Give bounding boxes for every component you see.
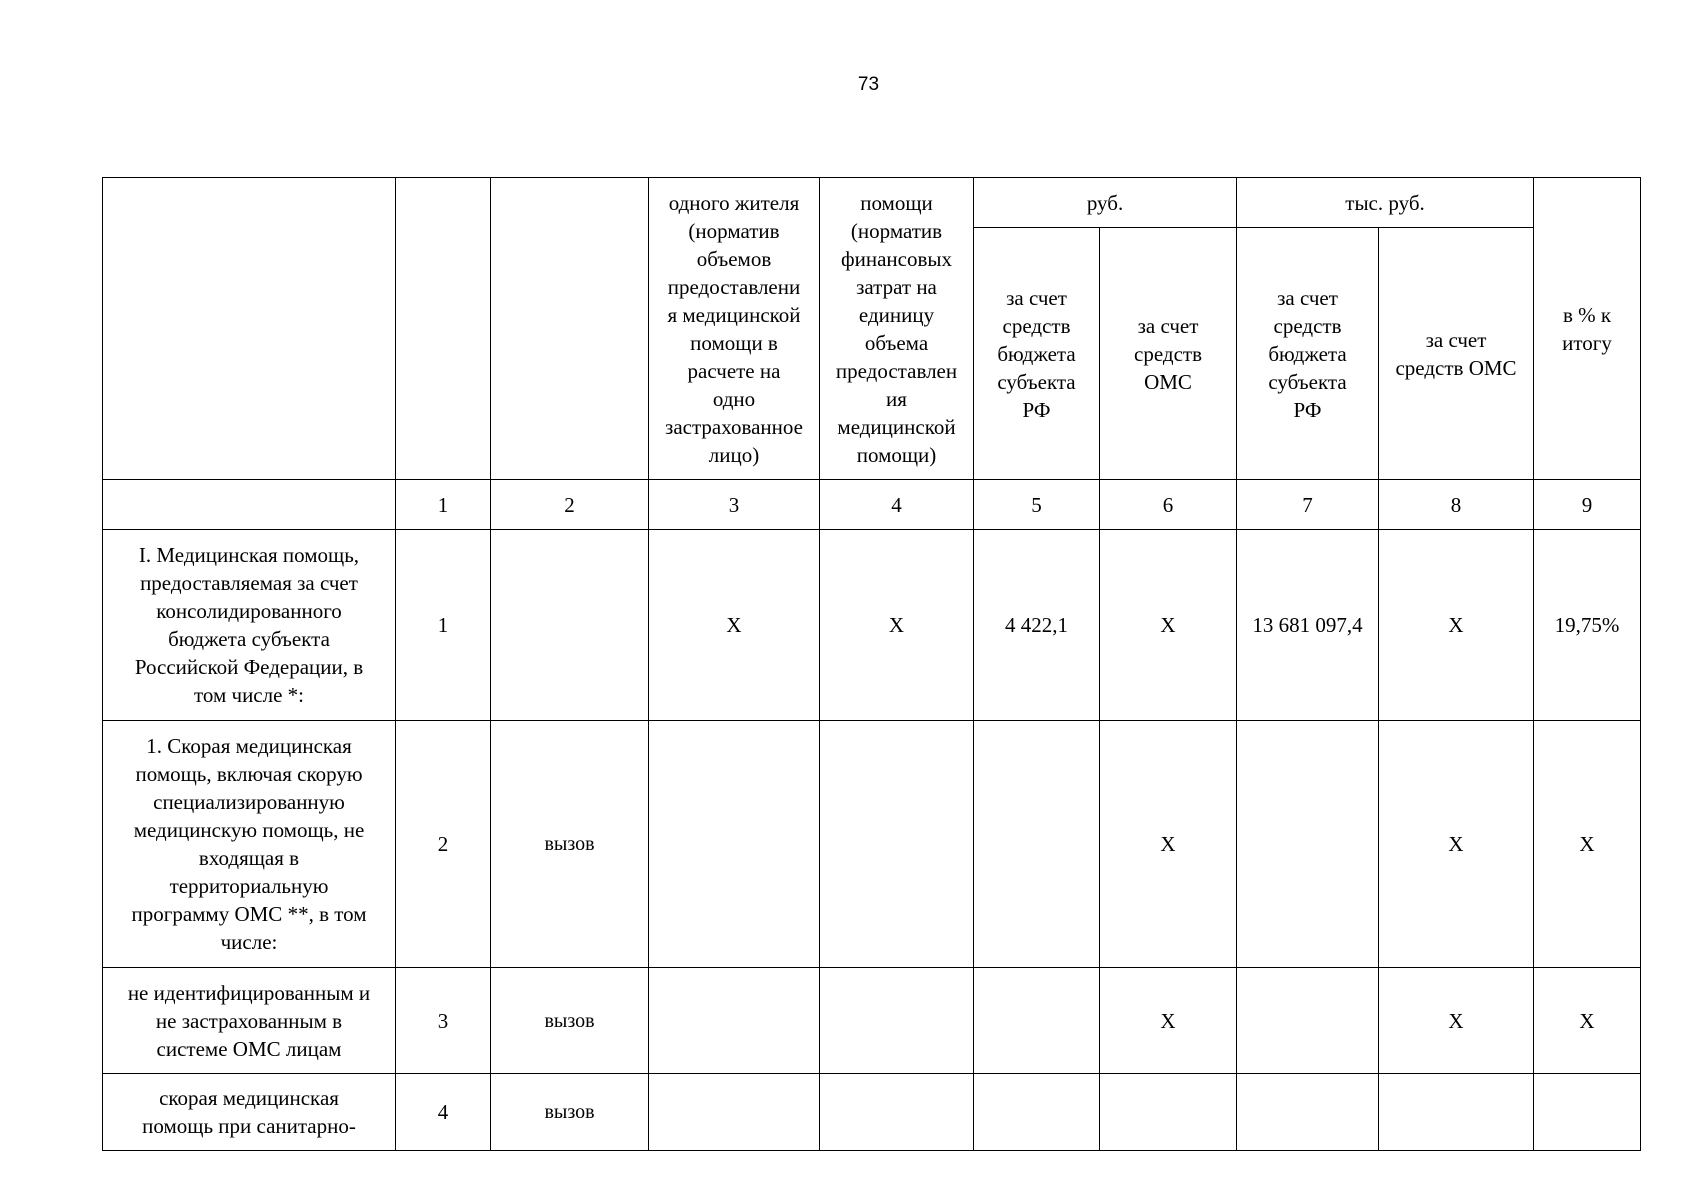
row-percent: Х (1534, 721, 1641, 968)
column-number: 4 (820, 480, 974, 530)
row-thous-budget (1237, 968, 1379, 1074)
column-number: 9 (1534, 480, 1641, 530)
header-thous-rub: тыс. руб. (1237, 178, 1534, 228)
row-rub-budget: 4 422,1 (974, 530, 1100, 721)
header-name-cell (103, 178, 396, 480)
row-volume-norm: Х (649, 530, 820, 721)
row-percent: 19,75% (1534, 530, 1641, 721)
column-number-row (103, 480, 1641, 530)
header-cell-1 (396, 178, 491, 480)
column-number: 2 (491, 480, 649, 530)
row-rub-oms: Х (1100, 530, 1237, 721)
row-unit (491, 530, 649, 721)
row-thous-oms: Х (1379, 721, 1534, 968)
row-thous-oms (1379, 1074, 1534, 1151)
row-thous-budget: 13 681 097,4 (1237, 530, 1379, 721)
row-number: 2 (396, 721, 491, 968)
table-row (103, 530, 1641, 721)
column-number: 7 (1237, 480, 1379, 530)
column-number: 5 (974, 480, 1100, 530)
row-thous-oms: Х (1379, 530, 1534, 721)
row-unit: вызов (491, 1074, 649, 1151)
row-name: 1. Скорая медицинская помощь, включая скорую специализированную медицинскую помощь, не входящая в территориальную программу ОМС **, в том числе: (103, 721, 396, 968)
row-cost-norm: Х (820, 530, 974, 721)
row-volume-norm (649, 721, 820, 968)
page-number: 73 (857, 74, 880, 95)
row-unit: вызов (491, 721, 649, 968)
header-rub: руб. (974, 178, 1237, 228)
row-rub-oms (1100, 1074, 1237, 1151)
row-number: 3 (396, 968, 491, 1074)
row-rub-budget (974, 721, 1100, 968)
row-unit: вызов (491, 968, 649, 1074)
row-rub-oms: Х (1100, 968, 1237, 1074)
financing-table (102, 177, 1641, 1151)
table-row (103, 968, 1641, 1074)
header-thous-budget: за счет средств бюджета субъекта РФ (1237, 228, 1379, 480)
header-rub-budget: за счет средств бюджета субъекта РФ (974, 228, 1100, 480)
header-cell-2 (491, 178, 649, 480)
column-number: 6 (1100, 480, 1237, 530)
column-number: 3 (649, 480, 820, 530)
row-percent (1534, 1074, 1641, 1151)
row-rub-budget (974, 1074, 1100, 1151)
header-rub-oms: за счет средств ОМС (1100, 228, 1237, 480)
row-cost-norm (820, 1074, 974, 1151)
row-percent: Х (1534, 968, 1641, 1074)
row-volume-norm (649, 968, 820, 1074)
row-number: 4 (396, 1074, 491, 1151)
column-number-blank (103, 480, 396, 530)
row-cost-norm (820, 968, 974, 1074)
row-volume-norm (649, 1074, 820, 1151)
column-number: 8 (1379, 480, 1534, 530)
header-cost-norm: помощи (норматив финансовых затрат на единицу объема предоставлен ия медицинской помощи) (820, 178, 974, 480)
header-percent: в % к итогу (1534, 178, 1641, 480)
row-cost-norm (820, 721, 974, 968)
row-thous-budget (1237, 1074, 1379, 1151)
row-thous-oms: Х (1379, 968, 1534, 1074)
row-name: не идентифицированным и не застрахованным в системе ОМС лицам (103, 968, 396, 1074)
row-name: I. Медицинская помощь, предоставляемая за счет консолидированного бюджета субъекта Российской Федерации, в том числе *: (103, 530, 396, 721)
table-row (103, 721, 1641, 968)
row-rub-oms: Х (1100, 721, 1237, 968)
header-row-1 (103, 178, 1641, 228)
row-rub-budget (974, 968, 1100, 1074)
header-thous-oms: за счет средств ОМС (1379, 228, 1534, 480)
row-number: 1 (396, 530, 491, 721)
column-number: 1 (396, 480, 491, 530)
header-volume-norm: одного жителя (норматив объемов предоставлени я медицинской помощи в расчете на одно застрахованное лицо) (649, 178, 820, 480)
row-name: скорая медицинская помощь при санитарно- (103, 1074, 396, 1151)
table-row (103, 1074, 1641, 1151)
row-thous-budget (1237, 721, 1379, 968)
